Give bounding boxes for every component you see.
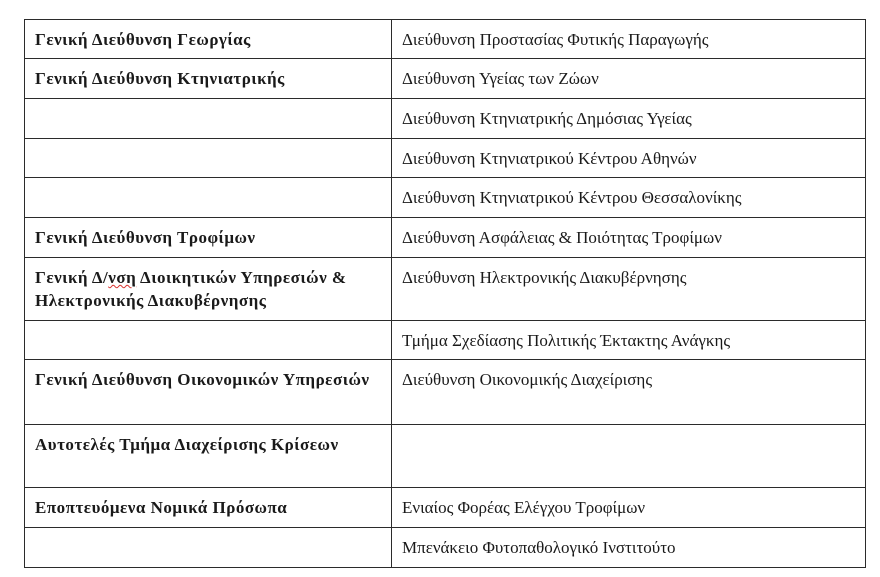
directorate-cell: Διεύθυνση Προστασίας Φυτικής Παραγωγής — [392, 20, 866, 59]
directorate-cell: Διεύθυνση Οικονομικής Διαχείρισης — [392, 360, 866, 425]
table-row — [25, 488, 866, 528]
table-row — [25, 178, 866, 218]
table-row — [25, 139, 866, 178]
directorate-cell: Μπενάκειο Φυτοπαθολογικό Ινστιτούτο — [392, 528, 866, 568]
table-row — [25, 20, 866, 59]
table-row — [25, 59, 866, 99]
directorate-cell: Διεύθυνση Ασφάλειας & Ποιότητας Τροφίμων — [392, 218, 866, 258]
table-row — [25, 321, 866, 360]
general-directorate-cell — [25, 528, 392, 568]
general-directorate-cell — [25, 258, 392, 321]
table-row — [25, 218, 866, 258]
general-directorate-cell — [25, 321, 392, 360]
table-row — [25, 258, 866, 321]
directorate-cell: Διεύθυνση Υγείας των Ζώων — [392, 59, 866, 99]
directorate-cell: Διεύθυνση Ηλεκτρονικής Διακυβέρνησης — [392, 258, 866, 321]
directorate-cell: Τμήμα Σχεδίασης Πολιτικής Έκτακτης Ανάγκης — [392, 321, 866, 360]
organization-structure-table — [24, 19, 866, 568]
general-directorate-cell: Εποπτευόμενα Νομικά Πρόσωπα — [25, 488, 392, 528]
table-row — [25, 528, 866, 568]
spellcheck-flagged-word: νση — [108, 268, 137, 287]
directorate-cell: Ενιαίος Φορέας Ελέγχου Τροφίμων — [392, 488, 866, 528]
general-directorate-cell: Γενική Διεύθυνση Γεωργίας — [25, 20, 392, 59]
table-row — [25, 99, 866, 139]
general-directorate-cell: Γενική Διεύθυνση Τροφίμων — [25, 218, 392, 258]
general-directorate-cell: Γενική Διεύθυνση Κτηνιατρικής — [25, 59, 392, 99]
general-directorate-cell — [25, 139, 392, 178]
general-directorate-cell: Αυτοτελές Τμήμα Διαχείρισης Κρίσεων — [25, 425, 392, 488]
directorate-cell: Διεύθυνση Κτηνιατρικού Κέντρου Αθηνών — [392, 139, 866, 178]
table-row — [25, 360, 866, 425]
cell-text-suffix: Διοικητικών Υπηρεσιών & Ηλεκτρονικής Διακυβέρνησης — [35, 268, 347, 310]
general-directorate-cell — [25, 178, 392, 218]
table-row — [25, 425, 866, 488]
directorate-cell — [392, 425, 866, 488]
directorate-cell: Διεύθυνση Κτηνιατρικής Δημόσιας Υγείας — [392, 99, 866, 139]
general-directorate-cell — [25, 99, 392, 139]
cell-text-prefix: Γενική Δ/ — [35, 268, 109, 287]
directorate-cell: Διεύθυνση Κτηνιατρικού Κέντρου Θεσσαλονίκης — [392, 178, 866, 218]
general-directorate-cell: Γενική Διεύθυνση Οικονομικών Υπηρεσιών — [25, 360, 392, 425]
